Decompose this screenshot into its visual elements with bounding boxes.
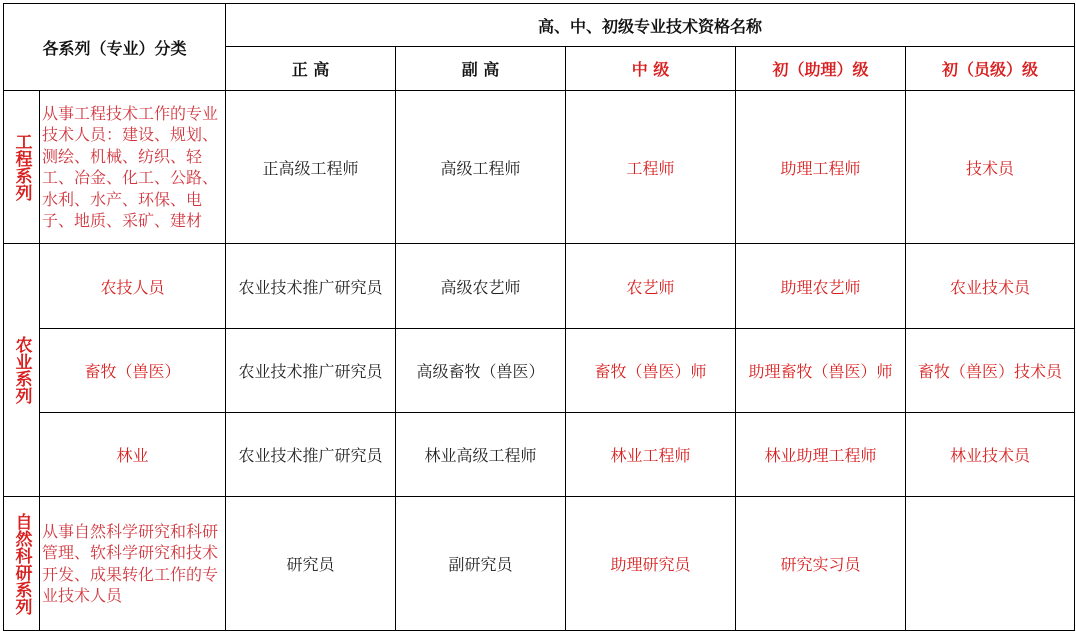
title-cell: 助理研究员 [566, 497, 736, 631]
title-cell: 农业技术推广研究员 [226, 244, 396, 329]
title-cell: 林业助理工程师 [736, 413, 906, 497]
title-cell: 工程师 [566, 91, 736, 244]
series-description: 从事工程技术工作的专业技术人员：建设、规划、测绘、机械、纺织、轻工、冶金、化工、公路、水利、水产、环保、电子、地质、采矿、建材 [40, 91, 226, 244]
level-header: 正 高 [226, 47, 396, 91]
title-cell [906, 497, 1075, 631]
title-cell: 助理工程师 [736, 91, 906, 244]
level-header: 中 级 [566, 47, 736, 91]
series-label: 自然科研系列 [11, 512, 32, 615]
sub-category: 畜牧（兽医） [40, 329, 226, 413]
title-cell: 农业技术员 [906, 244, 1075, 329]
title-cell: 畜牧（兽医）师 [566, 329, 736, 413]
title-cell: 林业工程师 [566, 413, 736, 497]
sub-category: 林业 [40, 413, 226, 497]
title-cell: 农业技术推广研究员 [226, 329, 396, 413]
title-cell: 高级农艺师 [396, 244, 566, 329]
series-label: 工程系列 [11, 133, 32, 201]
title-cell: 正高级工程师 [226, 91, 396, 244]
title-cell: 副研究员 [396, 497, 566, 631]
category-header: 各系列（专业）分类 [4, 4, 226, 91]
table-row [4, 413, 1075, 497]
title-cell: 研究员 [226, 497, 396, 631]
table-row [4, 91, 1075, 244]
level-header: 副 高 [396, 47, 566, 91]
table-row [4, 329, 1075, 413]
title-cell: 高级畜牧（兽医） [396, 329, 566, 413]
title-cell: 技术员 [906, 91, 1075, 244]
table-row [4, 244, 1075, 329]
group-title: 高、中、初级专业技术资格名称 [226, 4, 1075, 47]
series-description: 从事自然科学研究和科研管理、软科学研究和技术开发、成果转化工作的专业技术人员 [40, 497, 226, 631]
title-cell: 高级工程师 [396, 91, 566, 244]
sub-category: 农技人员 [40, 244, 226, 329]
title-cell: 助理农艺师 [736, 244, 906, 329]
title-cell: 林业技术员 [906, 413, 1075, 497]
title-cell: 畜牧（兽医）技术员 [906, 329, 1075, 413]
series-label: 农业系列 [11, 336, 32, 404]
title-cell: 研究实习员 [736, 497, 906, 631]
title-cell: 助理畜牧（兽医）师 [736, 329, 906, 413]
title-cell: 农艺师 [566, 244, 736, 329]
level-header: 初（员级）级 [906, 47, 1075, 91]
title-cell: 农业技术推广研究员 [226, 413, 396, 497]
qualification-table [3, 3, 1075, 631]
table-row [4, 497, 1075, 631]
title-cell: 林业高级工程师 [396, 413, 566, 497]
level-header: 初（助理）级 [736, 47, 906, 91]
